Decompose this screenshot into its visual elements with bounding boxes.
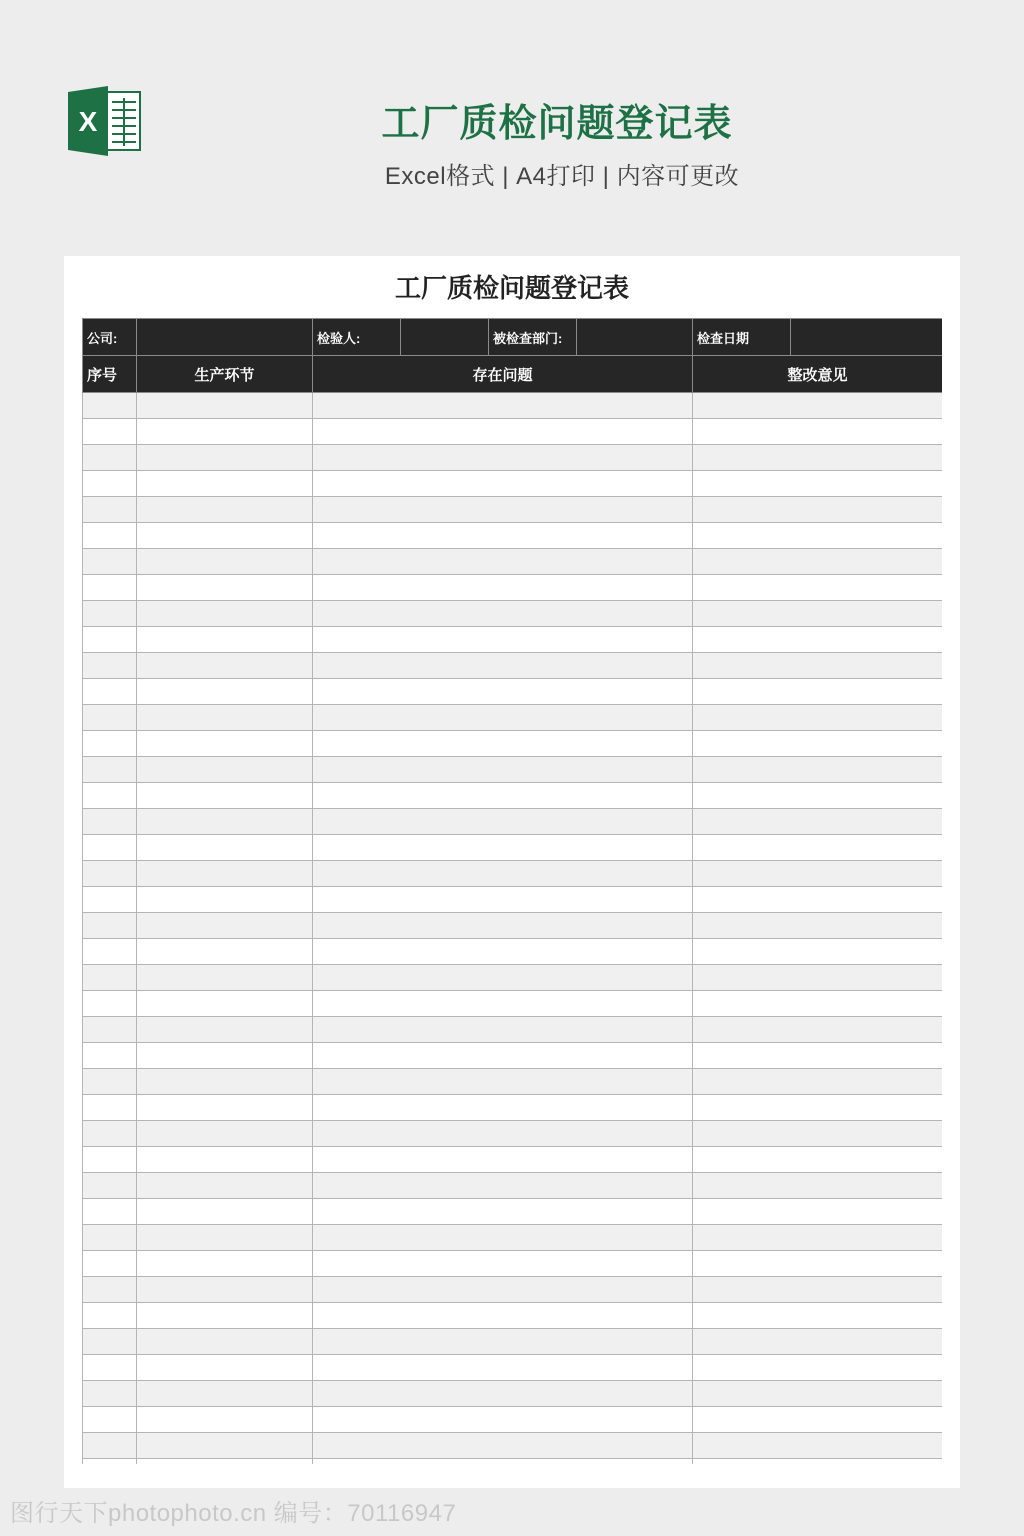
table-row xyxy=(83,627,943,653)
column-header-problem: 存在问题 xyxy=(313,356,693,393)
problem-cell[interactable] xyxy=(313,1355,693,1381)
table-row xyxy=(83,1069,943,1095)
index-cell[interactable] xyxy=(83,939,137,965)
problem-cell[interactable] xyxy=(313,601,693,627)
stage-cell[interactable] xyxy=(137,731,313,757)
problem-cell[interactable] xyxy=(313,393,693,419)
index-cell[interactable] xyxy=(83,1381,137,1407)
suggestion-cell[interactable] xyxy=(693,1433,943,1459)
table-row xyxy=(83,1355,943,1381)
problem-cell[interactable] xyxy=(313,549,693,575)
table-row xyxy=(83,1121,943,1147)
table-row xyxy=(83,939,943,965)
table-row xyxy=(83,1329,943,1355)
stage-cell[interactable] xyxy=(137,757,313,783)
suggestion-cell[interactable] xyxy=(693,1147,943,1173)
table-row xyxy=(83,1043,943,1069)
index-cell[interactable] xyxy=(83,913,137,939)
department-value-cell[interactable] xyxy=(577,319,693,356)
suggestion-cell[interactable] xyxy=(693,1199,943,1225)
stage-cell[interactable] xyxy=(137,1069,313,1095)
stage-cell[interactable] xyxy=(137,939,313,965)
suggestion-cell[interactable] xyxy=(693,809,943,835)
suggestion-cell[interactable] xyxy=(693,1017,943,1043)
problem-cell[interactable] xyxy=(313,1121,693,1147)
index-cell[interactable] xyxy=(83,887,137,913)
suggestion-cell[interactable] xyxy=(693,965,943,991)
column-header-row xyxy=(83,356,943,393)
index-cell[interactable] xyxy=(83,1043,137,1069)
column-header-index: 序号 xyxy=(83,356,137,393)
department-label: 被检查部门: xyxy=(489,319,577,356)
column-header-stage: 生产环节 xyxy=(137,356,313,393)
sheet-title: 工厂质检问题登记表 xyxy=(394,273,629,303)
excel-logo-letter: X xyxy=(78,106,98,137)
problem-cell[interactable] xyxy=(313,1199,693,1225)
suggestion-cell[interactable] xyxy=(693,705,943,731)
suggestion-cell[interactable] xyxy=(693,419,943,445)
stage-cell[interactable] xyxy=(137,1303,313,1329)
problem-cell[interactable] xyxy=(313,1329,693,1355)
suggestion-cell[interactable] xyxy=(693,1459,943,1465)
index-cell[interactable] xyxy=(83,653,137,679)
index-cell[interactable] xyxy=(83,419,137,445)
table-row xyxy=(83,1407,943,1433)
stage-cell[interactable] xyxy=(137,705,313,731)
suggestion-cell[interactable] xyxy=(693,653,943,679)
suggestion-cell[interactable] xyxy=(693,679,943,705)
date-value-cell[interactable] xyxy=(791,319,943,356)
suggestion-cell[interactable] xyxy=(693,939,943,965)
index-cell[interactable] xyxy=(83,497,137,523)
suggestion-cell[interactable] xyxy=(693,913,943,939)
stage-cell[interactable] xyxy=(137,497,313,523)
suggestion-cell[interactable] xyxy=(693,887,943,913)
table-row xyxy=(83,419,943,445)
index-cell[interactable] xyxy=(83,627,137,653)
index-cell[interactable] xyxy=(83,679,137,705)
index-cell[interactable] xyxy=(83,1199,137,1225)
suggestion-cell[interactable] xyxy=(693,1277,943,1303)
index-cell[interactable] xyxy=(83,575,137,601)
stage-cell[interactable] xyxy=(137,549,313,575)
table-row xyxy=(83,965,943,991)
problem-cell[interactable] xyxy=(313,731,693,757)
table-row xyxy=(83,731,943,757)
index-cell[interactable] xyxy=(83,1069,137,1095)
table-row xyxy=(83,783,943,809)
problem-cell[interactable] xyxy=(313,1069,693,1095)
problem-cell[interactable] xyxy=(313,913,693,939)
stage-cell[interactable] xyxy=(137,1095,313,1121)
table-row xyxy=(83,549,943,575)
table-row xyxy=(83,1277,943,1303)
problem-cell[interactable] xyxy=(313,939,693,965)
problem-cell[interactable] xyxy=(313,991,693,1017)
problem-cell[interactable] xyxy=(313,783,693,809)
index-cell[interactable] xyxy=(83,1251,137,1277)
problem-cell[interactable] xyxy=(313,757,693,783)
suggestion-cell[interactable] xyxy=(693,1355,943,1381)
suggestion-cell[interactable] xyxy=(693,1173,943,1199)
table-row xyxy=(83,1251,943,1277)
table-row xyxy=(83,1433,943,1459)
suggestion-cell[interactable] xyxy=(693,393,943,419)
stage-cell[interactable] xyxy=(137,419,313,445)
index-cell[interactable] xyxy=(83,1355,137,1381)
table-row xyxy=(83,1225,943,1251)
table-row xyxy=(83,679,943,705)
problem-cell[interactable] xyxy=(313,835,693,861)
table-row xyxy=(83,1459,943,1465)
stage-cell[interactable] xyxy=(137,1251,313,1277)
date-label: 检查日期 xyxy=(693,319,791,356)
problem-cell[interactable] xyxy=(313,575,693,601)
table-row xyxy=(83,601,943,627)
suggestion-cell[interactable] xyxy=(693,523,943,549)
index-cell[interactable] xyxy=(83,1407,137,1433)
problem-cell[interactable] xyxy=(313,1225,693,1251)
stage-cell[interactable] xyxy=(137,1017,313,1043)
index-cell[interactable] xyxy=(83,1017,137,1043)
table-row xyxy=(83,913,943,939)
stage-cell[interactable] xyxy=(137,991,313,1017)
table-row xyxy=(83,471,943,497)
index-cell[interactable] xyxy=(83,471,137,497)
problem-cell[interactable] xyxy=(313,1017,693,1043)
stage-cell[interactable] xyxy=(137,1433,313,1459)
index-cell[interactable] xyxy=(83,1095,137,1121)
suggestion-cell[interactable] xyxy=(693,549,943,575)
stage-cell[interactable] xyxy=(137,653,313,679)
page-subtitle: Excel格式 | A4打印 | 内容可更改 xyxy=(384,163,740,190)
problem-cell[interactable] xyxy=(313,1459,693,1465)
problem-cell[interactable] xyxy=(313,1303,693,1329)
table-row xyxy=(83,445,943,471)
index-cell[interactable] xyxy=(83,523,137,549)
stage-cell[interactable] xyxy=(137,965,313,991)
table-row xyxy=(83,757,943,783)
problem-cell[interactable] xyxy=(313,1173,693,1199)
stage-cell[interactable] xyxy=(137,913,313,939)
problem-cell[interactable] xyxy=(313,419,693,445)
stage-cell[interactable] xyxy=(137,1277,313,1303)
problem-cell[interactable] xyxy=(313,1407,693,1433)
suggestion-cell[interactable] xyxy=(693,445,943,471)
stage-cell[interactable] xyxy=(137,627,313,653)
table-row xyxy=(83,497,943,523)
problem-cell[interactable] xyxy=(313,445,693,471)
index-cell[interactable] xyxy=(83,965,137,991)
stage-cell[interactable] xyxy=(137,679,313,705)
suggestion-cell[interactable] xyxy=(693,1043,943,1069)
stage-cell[interactable] xyxy=(137,1173,313,1199)
index-cell[interactable] xyxy=(83,809,137,835)
index-cell[interactable] xyxy=(83,1121,137,1147)
table-row xyxy=(83,575,943,601)
problem-cell[interactable] xyxy=(313,523,693,549)
suggestion-cell[interactable] xyxy=(693,1381,943,1407)
table-row xyxy=(83,861,943,887)
problem-cell[interactable] xyxy=(313,809,693,835)
company-label: 公司: xyxy=(83,319,137,356)
stage-cell[interactable] xyxy=(137,445,313,471)
index-cell[interactable] xyxy=(83,1459,137,1465)
problem-cell[interactable] xyxy=(313,471,693,497)
suggestion-cell[interactable] xyxy=(693,1069,943,1095)
stage-cell[interactable] xyxy=(137,575,313,601)
suggestion-cell[interactable] xyxy=(693,1407,943,1433)
index-cell[interactable] xyxy=(83,549,137,575)
suggestion-cell[interactable] xyxy=(693,861,943,887)
stage-cell[interactable] xyxy=(137,887,313,913)
problem-cell[interactable] xyxy=(313,1251,693,1277)
stage-cell[interactable] xyxy=(137,1225,313,1251)
suggestion-cell[interactable] xyxy=(693,1329,943,1355)
stage-cell[interactable] xyxy=(137,601,313,627)
stage-cell[interactable] xyxy=(137,393,313,419)
suggestion-cell[interactable] xyxy=(693,991,943,1017)
suggestion-cell[interactable] xyxy=(693,757,943,783)
table-row xyxy=(83,1199,943,1225)
stage-cell[interactable] xyxy=(137,523,313,549)
table-row xyxy=(83,1303,943,1329)
stage-cell[interactable] xyxy=(137,1147,313,1173)
register-table xyxy=(82,318,942,1464)
index-cell[interactable] xyxy=(83,705,137,731)
table-row xyxy=(83,705,943,731)
stage-cell[interactable] xyxy=(137,1459,313,1465)
index-cell[interactable] xyxy=(83,1303,137,1329)
index-cell[interactable] xyxy=(83,835,137,861)
stage-cell[interactable] xyxy=(137,471,313,497)
company-value-cell[interactable] xyxy=(137,319,313,356)
suggestion-cell[interactable] xyxy=(693,1095,943,1121)
stage-cell[interactable] xyxy=(137,861,313,887)
index-cell[interactable] xyxy=(83,991,137,1017)
index-cell[interactable] xyxy=(83,393,137,419)
index-cell[interactable] xyxy=(83,783,137,809)
suggestion-cell[interactable] xyxy=(693,835,943,861)
problem-cell[interactable] xyxy=(313,965,693,991)
page-title: 工厂质检问题登记表 xyxy=(381,103,733,145)
table-row xyxy=(83,809,943,835)
index-cell[interactable] xyxy=(83,1329,137,1355)
index-cell[interactable] xyxy=(83,731,137,757)
watermark: 图行天下photophoto.cn 编号：70116947 xyxy=(10,1500,457,1527)
stage-cell[interactable] xyxy=(137,1355,313,1381)
stage-cell[interactable] xyxy=(137,1043,313,1069)
inspector-value-cell[interactable] xyxy=(401,319,489,356)
index-cell[interactable] xyxy=(83,445,137,471)
table-row xyxy=(83,835,943,861)
index-cell[interactable] xyxy=(83,757,137,783)
suggestion-cell[interactable] xyxy=(693,497,943,523)
problem-cell[interactable] xyxy=(313,653,693,679)
suggestion-cell[interactable] xyxy=(693,601,943,627)
stage-cell[interactable] xyxy=(137,835,313,861)
index-cell[interactable] xyxy=(83,1277,137,1303)
suggestion-cell[interactable] xyxy=(693,627,943,653)
stage-cell[interactable] xyxy=(137,783,313,809)
problem-cell[interactable] xyxy=(313,627,693,653)
problem-cell[interactable] xyxy=(313,861,693,887)
problem-cell[interactable] xyxy=(313,1433,693,1459)
problem-cell[interactable] xyxy=(313,679,693,705)
index-cell[interactable] xyxy=(83,1147,137,1173)
inspector-label: 检验人: xyxy=(313,319,401,356)
table-row xyxy=(83,991,943,1017)
stage-cell[interactable] xyxy=(137,1381,313,1407)
table-row xyxy=(83,653,943,679)
suggestion-cell[interactable] xyxy=(693,471,943,497)
problem-cell[interactable] xyxy=(313,1147,693,1173)
column-header-suggestion: 整改意见 xyxy=(693,356,943,393)
index-cell[interactable] xyxy=(83,601,137,627)
table-row xyxy=(83,1173,943,1199)
stage-cell[interactable] xyxy=(137,1407,313,1433)
table-row xyxy=(83,523,943,549)
stage-cell[interactable] xyxy=(137,1121,313,1147)
table-row xyxy=(83,887,943,913)
suggestion-cell[interactable] xyxy=(693,731,943,757)
problem-cell[interactable] xyxy=(313,1277,693,1303)
suggestion-cell[interactable] xyxy=(693,1225,943,1251)
table-row xyxy=(83,1381,943,1407)
table-row xyxy=(83,393,943,419)
problem-cell[interactable] xyxy=(313,497,693,523)
table-row xyxy=(83,1017,943,1043)
problem-cell[interactable] xyxy=(313,887,693,913)
table-row xyxy=(83,1147,943,1173)
suggestion-cell[interactable] xyxy=(693,1303,943,1329)
problem-cell[interactable] xyxy=(313,1043,693,1069)
suggestion-cell[interactable] xyxy=(693,1121,943,1147)
problem-cell[interactable] xyxy=(313,1381,693,1407)
suggestion-cell[interactable] xyxy=(693,1251,943,1277)
stage-cell[interactable] xyxy=(137,1329,313,1355)
index-cell[interactable] xyxy=(83,861,137,887)
index-cell[interactable] xyxy=(83,1173,137,1199)
suggestion-cell[interactable] xyxy=(693,575,943,601)
index-cell[interactable] xyxy=(83,1225,137,1251)
suggestion-cell[interactable] xyxy=(693,783,943,809)
problem-cell[interactable] xyxy=(313,705,693,731)
index-cell[interactable] xyxy=(83,1433,137,1459)
info-row xyxy=(83,319,943,356)
table-row xyxy=(83,1095,943,1121)
problem-cell[interactable] xyxy=(313,1095,693,1121)
stage-cell[interactable] xyxy=(137,1199,313,1225)
stage-cell[interactable] xyxy=(137,809,313,835)
